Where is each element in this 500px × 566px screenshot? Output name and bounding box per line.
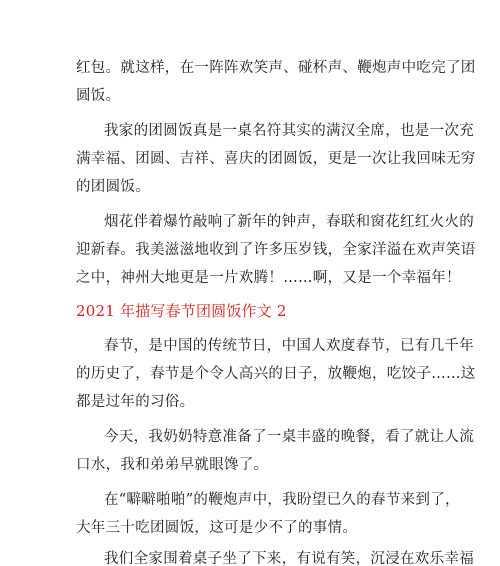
paragraph-line: 的历史了，春节是个令人高兴的日子，放鞭炮，吃饺子……这 bbox=[76, 366, 476, 382]
section-heading: 2021 年描写春节团圆饭作文 2 bbox=[76, 302, 287, 320]
paragraph-line: 今天，我奶奶特意准备了一桌丰盛的晚餐，看了就让人流 bbox=[104, 429, 474, 445]
paragraph-line: 春节，是中国的传统节日，中国人欢度春节，已有几千年 bbox=[104, 338, 474, 354]
paragraph-line: 的团圆饭。 bbox=[76, 179, 150, 195]
paragraph-line: 在“噼噼啪啪”的鞭炮声中，我盼望已久的春节来到了， bbox=[104, 492, 460, 508]
paragraph-line: 红包。就这样，在一阵阵欢笑声、碰杯声、鞭炮声中吃完了团 bbox=[76, 60, 476, 76]
paragraph-line: 口水，我和弟弟早就眼馋了。 bbox=[76, 457, 269, 473]
paragraph-line: 烟花伴着爆竹敲响了新年的钟声，春联和窗花红红火火的 bbox=[104, 214, 474, 230]
paragraph-line: 圆饭。 bbox=[76, 88, 121, 104]
paragraph-line: 迎新春。我美滋滋地收到了许多压岁钱，全家洋溢在欢声笑语 bbox=[76, 242, 476, 258]
paragraph-line: 我家的团圆饭真是一桌名符其实的满汉全席，也是一次充 bbox=[104, 123, 474, 139]
paragraph-line: 我们全家围着桌子坐了下来，有说有笑，沉浸在欢乐幸福 bbox=[104, 551, 474, 566]
paragraph-line: 都是过年的习俗。 bbox=[76, 394, 195, 410]
paragraph-line: 大年三十吃团圆饭，这可是少不了的事情。 bbox=[76, 520, 358, 536]
paragraph-line: 满幸福、团圆、吉祥、喜庆的团圆饭，更是一次让我回味无穷 bbox=[76, 151, 476, 167]
paragraph-line: 之中，神州大地更是一片欢腾！……啊，又是一个幸福年！ bbox=[76, 270, 461, 286]
